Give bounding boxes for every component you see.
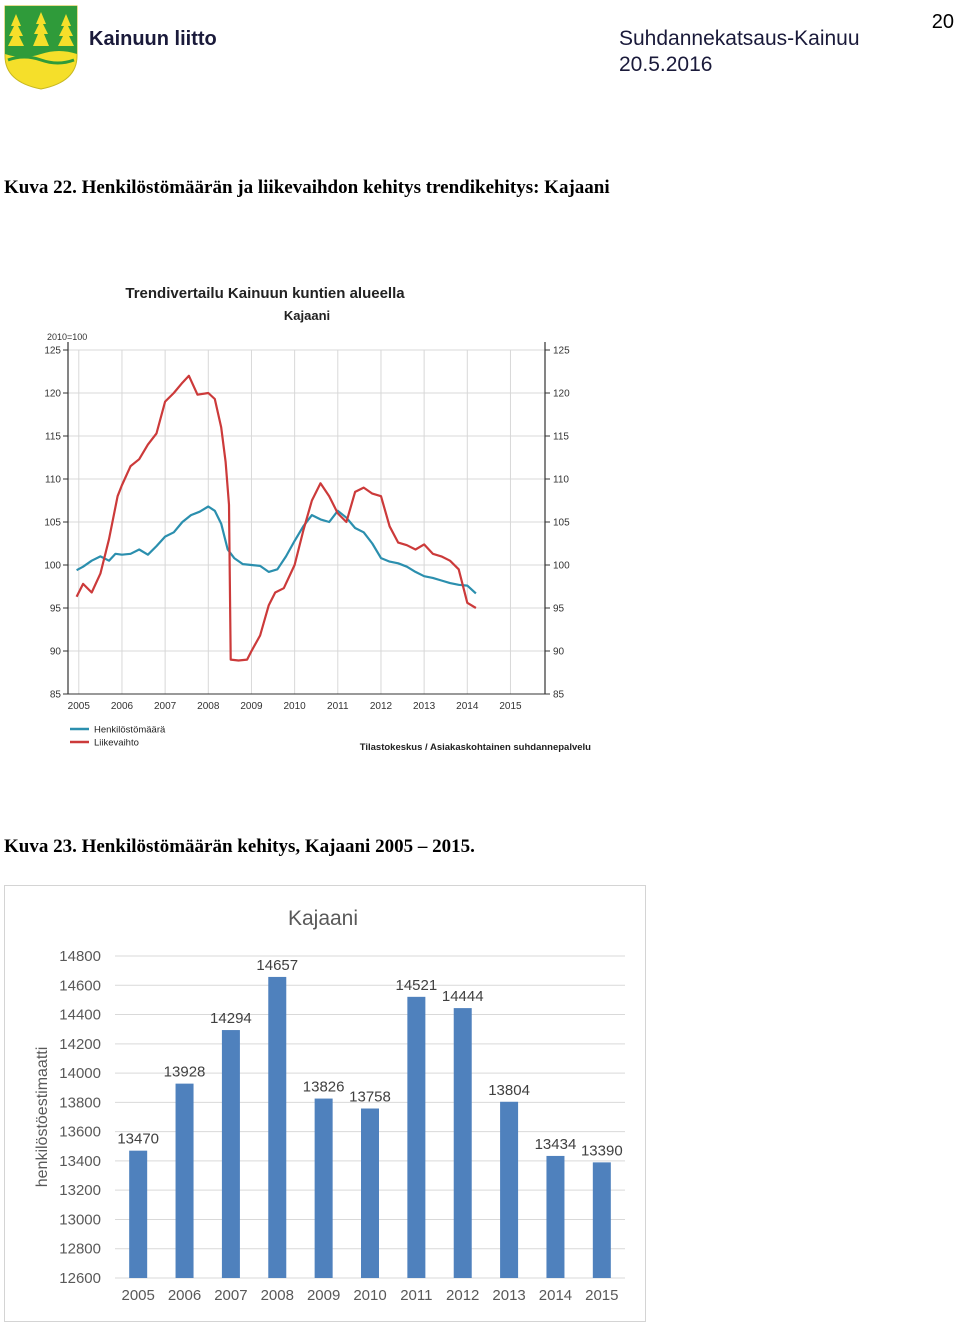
x-tick-label: 2015 [499,701,522,712]
figure-caption-23: Kuva 23. Henkilöstömäärän kehitys, Kajaani 2005 – 2015. [4,836,475,857]
legend-label: Henkilöstömäärä [94,724,166,736]
y-tick-label: 13400 [59,1152,101,1170]
figure-caption-22: Kuva 22. Henkilöstömäärän ja liikevaihdon kehitys trendikehitys: Kajaani [4,177,610,198]
x-tick-label: 2014 [538,1287,573,1304]
y-tick-label: 13000 [59,1211,101,1229]
y-tick-label: 12600 [59,1270,101,1287]
chart-subtitle: Kajaani [283,308,331,323]
y-tick-label-right: 90 [553,646,565,658]
data-label: 13928 [163,1063,206,1081]
x-tick-label: 2013 [492,1287,526,1304]
x-tick-label: 2010 [353,1287,387,1304]
chart-title: Kajaani [287,907,359,930]
data-label: 14657 [256,956,299,974]
x-tick-label: 2013 [413,701,436,712]
bar [222,1030,240,1278]
bar [129,1151,147,1278]
y-tick-label: 14200 [59,1035,101,1053]
y-tick-label-left: 110 [45,474,61,486]
y-tick-label-right: 115 [553,431,569,443]
data-label: 13470 [117,1130,160,1148]
bar [454,1008,472,1278]
data-label: 13434 [534,1135,577,1153]
y-tick-label-left: 105 [44,517,61,529]
x-tick-label: 2005 [121,1287,155,1304]
x-tick-label: 2011 [400,1287,433,1304]
page-number: 20 [931,11,954,33]
bar [593,1162,611,1278]
bar [268,977,286,1278]
x-tick-label: 2009 [240,701,263,712]
bar [361,1109,379,1278]
x-tick-label: 2009 [306,1287,341,1304]
y-tick-label-right: 95 [553,603,565,615]
y-tick-label-right: 85 [553,689,565,701]
legend-label: Liikevaihto [94,737,139,749]
y-tick-label-left: 95 [49,603,61,615]
data-label: 13390 [580,1142,623,1160]
x-tick-label: 2010 [283,701,306,712]
y-tick-label-right: 120 [553,388,570,400]
x-tick-label: 2008 [197,701,220,712]
organization-name: Kainuun liitto [89,28,217,50]
y-tick-label: 14400 [59,1006,101,1024]
y-tick-label-right: 100 [553,560,570,572]
x-tick-label: 2012 [446,1287,480,1304]
headcount-bar-chart [5,886,645,1321]
bar [176,1084,194,1278]
y-tick-label: 13800 [59,1094,101,1112]
x-tick-label: 2006 [110,701,134,712]
data-label: 13826 [302,1078,345,1096]
chart-title: Trendivertailu Kainuun kuntien alueella [125,285,405,302]
x-tick-label: 2011 [327,701,349,712]
bar [407,997,425,1278]
y-tick-label-left: 120 [44,388,61,400]
y-tick-label-right: 125 [553,345,570,357]
data-label: 14521 [395,976,438,994]
bar [500,1102,518,1278]
trend-line-chart [40,276,600,760]
x-tick-label: 2007 [214,1287,248,1304]
y-tick-label-left: 115 [45,431,61,443]
data-label: 13758 [349,1088,391,1106]
bar [315,1099,333,1278]
x-tick-label: 2008 [260,1287,294,1304]
bar-chart-frame [4,885,646,1322]
index-note: 2010=100 [47,332,88,342]
y-tick-label-right: 110 [553,474,569,486]
bar [546,1156,564,1278]
x-tick-label: 2015 [585,1287,619,1304]
y-tick-label: 14600 [59,977,101,995]
y-tick-label-left: 125 [44,345,61,357]
document-title: Suhdannekatsaus-Kainuu [619,27,860,50]
x-tick-label: 2014 [456,701,479,712]
y-tick-label-left: 90 [49,646,61,658]
y-axis-label: henkilöstöestimaatti [34,1046,51,1188]
series-line-2 [77,376,476,661]
chart-source: Tilastokeskus / Asiakaskohtainen suhdannepalvelu [359,742,591,753]
y-tick-label: 14000 [59,1065,101,1083]
y-tick-label-right: 105 [553,517,570,529]
y-tick-label-left: 85 [49,689,61,701]
x-tick-label: 2005 [67,701,90,712]
y-tick-label: 13600 [59,1123,101,1141]
document-date: 20.5.2016 [619,53,713,76]
y-tick-label: 12800 [59,1240,101,1258]
y-tick-label: 14800 [59,948,101,965]
x-tick-label: 2006 [167,1287,202,1304]
data-label: 14444 [441,988,484,1006]
coat-of-arms-icon [4,4,78,90]
data-label: 13804 [488,1081,530,1099]
x-tick-label: 2007 [154,701,177,712]
x-tick-label: 2012 [369,701,393,712]
y-tick-label: 13200 [59,1182,101,1200]
data-label: 14294 [210,1010,252,1028]
y-tick-label-left: 100 [44,560,61,572]
